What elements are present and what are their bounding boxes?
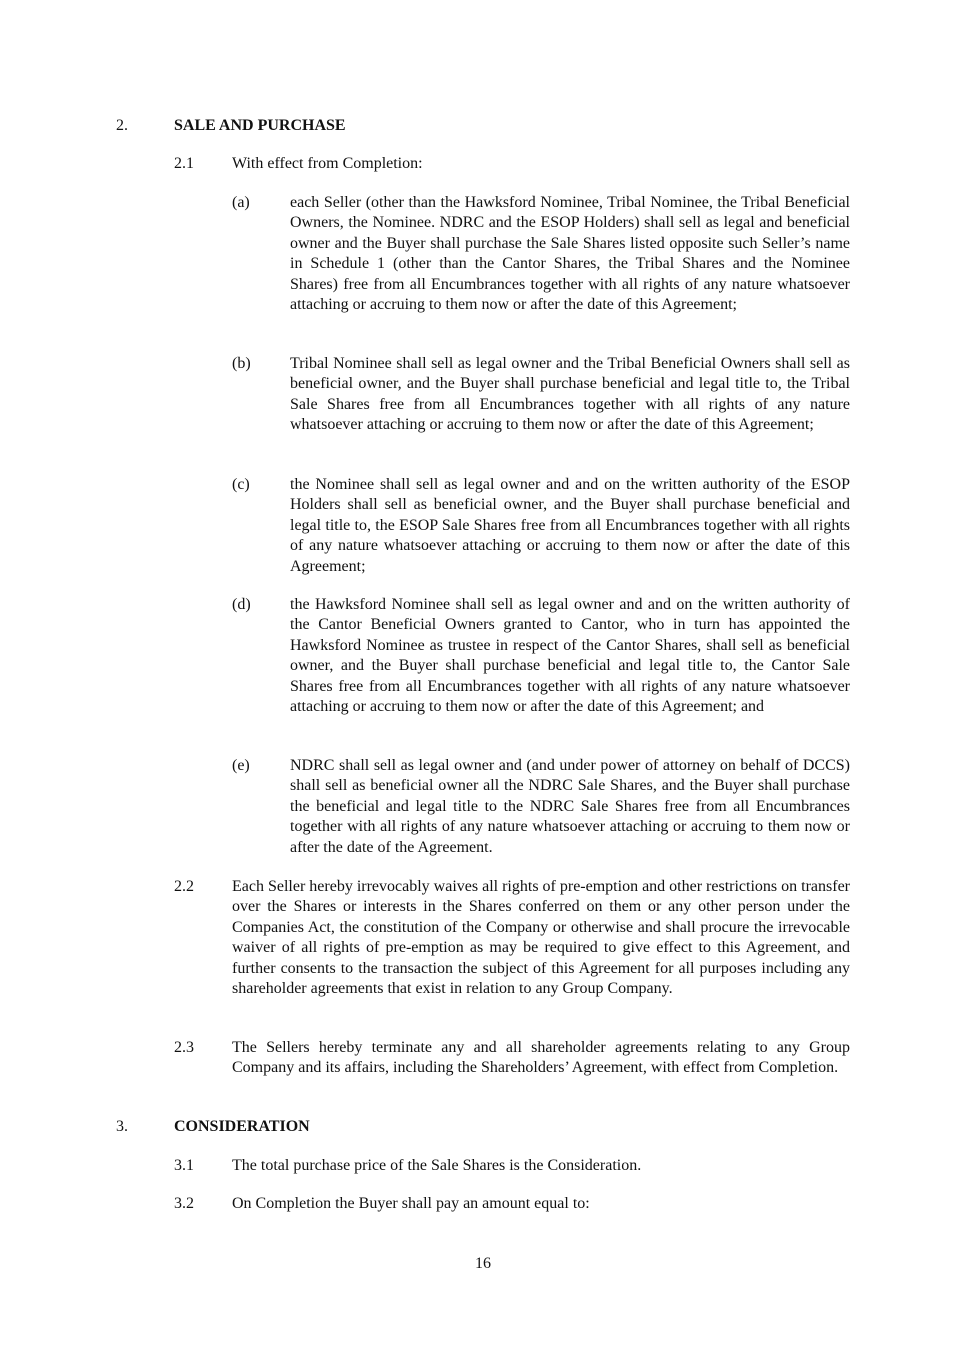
clause-number: 2.3 [174, 1039, 194, 1056]
clause-text: The total purchase price of the Sale Shares is the Consideration. [232, 1157, 642, 1174]
clause-text: Each Seller hereby irrevocably waives all rights of pre-emption and other restrictions on transfer over the Shares or interests in the Shares conferred on them or any other person under the Companies Act, the constitution of the Company or otherwise and shall procure the irrevocable waiver of all rights of pre-emption as may be required to give effect to this Agreement, and further consents to the transaction the subject of this Agreement for all purposes including any shareholder agreements that exist in relation to any Group Company. [232, 878, 850, 998]
section-number: 2. [116, 117, 128, 134]
section-number: 3. [116, 1118, 128, 1135]
clause-number: 3.2 [174, 1195, 194, 1212]
sub-clause-label: (e) [232, 757, 250, 774]
sub-clause-label: (d) [232, 596, 251, 613]
clause-text: The Sellers hereby terminate any and all shareholder agreements relating to any Group Company and its affairs, including the Shareholders’ Agreement, with effect from Completion. [232, 1039, 850, 1077]
section-title: SALE AND PURCHASE [174, 117, 346, 134]
section-title: CONSIDERATION [174, 1118, 310, 1135]
clause-text: On Completion the Buyer shall pay an amount equal to: [232, 1195, 590, 1212]
sub-clause-text: the Nominee shall sell as legal owner and and on the written authority of the ESOP Holders shall sell as beneficial owner, and the Buyer shall purchase beneficial and legal title to, the ESOP Sale Shares free from all Encumbrances together with all rights of any nature whatsoever attaching or accruing to them now or after the date of this Agreement; [290, 476, 850, 575]
clause-number: 2.2 [174, 878, 194, 895]
page-number: 16 [475, 1255, 491, 1272]
clause-number: 2.1 [174, 155, 194, 172]
sub-clause-label: (a) [232, 194, 250, 211]
clause-number: 3.1 [174, 1157, 194, 1174]
sub-clause-text: Tribal Nominee shall sell as legal owner and the Tribal Beneficial Owners shall sell as beneficial owner, and the Buyer shall purchase beneficial and legal title to, the Tribal Sale Shares free from all Encumbrances together with all rights of any nature whatsoever attaching or accruing to them now or after the date of this Agreement; [290, 355, 850, 434]
clause-text: With effect from Completion: [232, 155, 423, 172]
sub-clause-text: each Seller (other than the Hawksford Nominee, Tribal Nominee, the Tribal Beneficial Owners, the Nominee. NDRC and the ESOP Holders) shall sell as legal and beneficial owner and the Buyer shall purchase the Sale Shares listed opposite such Seller’s name in Schedule 1 (other than the Cantor Shares, the Tribal Shares and the Nominee Shares) free from all Encumbrances together with all rights of any nature whatsoever attaching or accruing to them now or after the date of this Agreement; [290, 194, 850, 314]
sub-clause-label: (b) [232, 355, 251, 372]
sub-clause-text: the Hawksford Nominee shall sell as legal owner and and on the written authority of the Cantor Beneficial Owners granted to Cantor, who in turn has appointed the Hawksford Nominee as trustee in respect of the Cantor Shares, shall sell as beneficial owner, and the Buyer shall purchase beneficial and legal title to, the Cantor Sale Shares free from all Encumbrances together with all rights of any nature whatsoever attaching or accruing to them now or after the date of this Agreement; and [290, 596, 850, 716]
sub-clause-text: NDRC shall sell as legal owner and (and under power of attorney on behalf of DCCS) shall sell as beneficial owner all the NDRC Sale Shares, and the Buyer shall purchase the beneficial and legal title to the NDRC Sale Shares free from all Encumbrances together with all rights of any nature whatsoever attaching or accruing to them now or after the date of the Agreement. [290, 757, 850, 856]
sub-clause-label: (c) [232, 476, 250, 493]
